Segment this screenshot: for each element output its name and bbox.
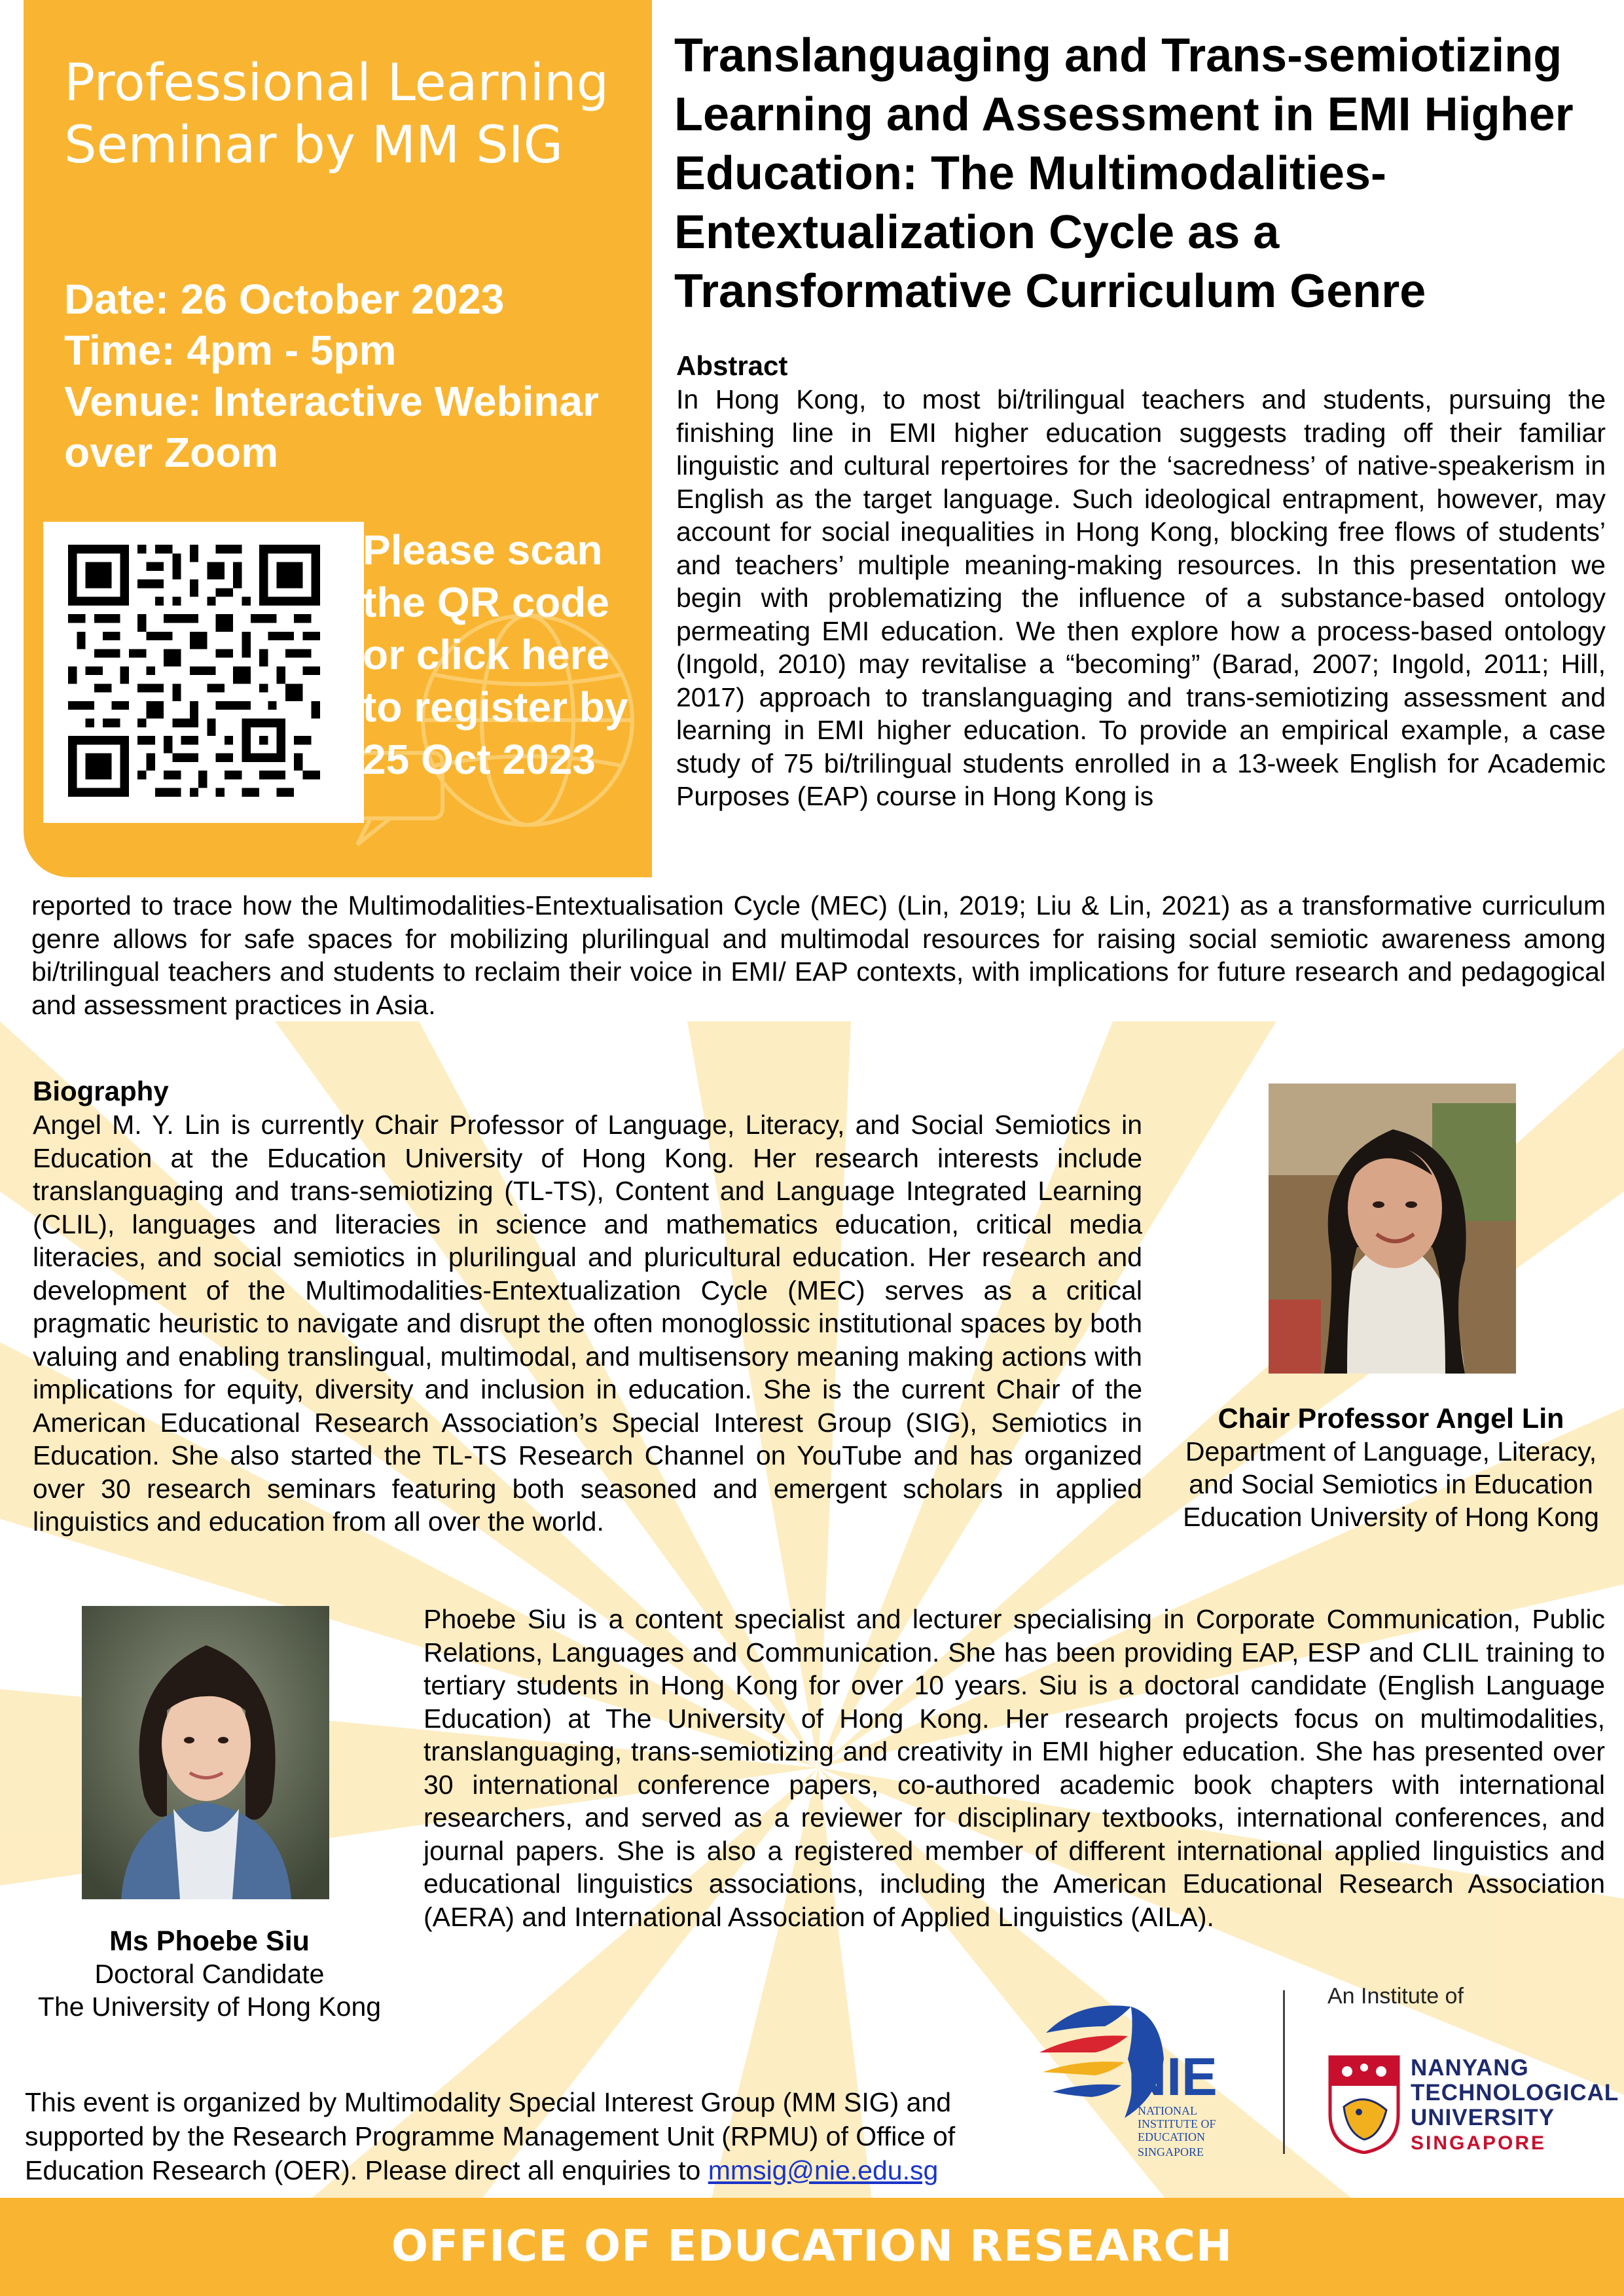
angel-lin-photo bbox=[1269, 1084, 1516, 1374]
abstract-text-part1: In Hong Kong, to most bi/trilingual teachers and students, pursuing the finishing line in EMI higher education suggests trading off their familiar linguistic and cultural repertoires for the ‘sacredness’ of native-speakerism in English as the target language. Such ideological entrapment, however, may account for social inequalities in Hong Kong, blocking free flows of students’ and teachers’ multiple meaning-making resources. In this presentation we begin with problematizing the influence of a substance-based ontology permeating EMI education. We then explore how a process-based ontology (Ingold, 2010) may revitalise a “becoming” (Barad, 2007; Ingold, 2011; Hill, 2017) approach to translanguaging and trans-semiotizing assessment and learning in EMI higher education. To provide an empirical example, a case study of 75 bi/trilingual students enrolled in a 13-week English for Academic Purposes (EAP) course in Hong Kong is bbox=[676, 384, 1606, 811]
nie-sub-4: SINGAPORE bbox=[1138, 2145, 1204, 2159]
biography-phoebe-siu: Phoebe Siu is a content specialist and lecturer specialising in Corporate Communication, Public Relations, Languages and Communication. She has been providing EAP, ESP and CLIL training to tertiary students in Hong Kong for over 10 years. Siu is a doctoral candidate (English Language Education) at The University of Hong Kong. Her research projects focus on multimodalities, translanguaging, trans-semiotizing and creativity in EMI higher education. She has presented over 30 international conference papers, co-authored academic book chapters with international researchers, and served as a reviewer for disciplinary textbooks, international conferences, and journal papers. She is also a registered member of different international applied linguistics and educational linguistics associations, including the American Educational Research Association (AERA) and International Association of Applied Linguistics (AILA). bbox=[424, 1604, 1605, 1932]
angel-lin-department: Department of Language, Literacy, bbox=[1185, 1436, 1597, 1467]
nie-sub-2: INSTITUTE OF bbox=[1138, 2117, 1216, 2130]
biography-angel-lin: Angel M. Y. Lin is currently Chair Professor of Language, Literacy, and Social Semiotics in Education at the Education University of Hong Kong. Her research interests include translanguaging and trans-semiotizing (TL-TS), Content and Language Integrated Learning (CLIL), languages and literacies in science and mathematics education, critical media literacies, and social semiotics in plurilingual and pluricultural education. Her research and development of the Multimodalities-Entextualization Cycle (MEC) serves as a critical pragmatic heuristic to navigate and disrupt the often monoglossic institutional spaces by both valuing and enabling translingual, multimodal, and multisensory meaning making actions with implications for equity, diversity and inclusion in education. She is the current Chair of the American Educational Research Association’s Special Interest Group (SIG), Semiotics in Education. She also started the TL-TS Research Channel on YouTube and has organized over 30 research seminars featuring both seasoned and emergent scholars in applied linguistics and education from all over the world. bbox=[33, 1110, 1142, 1537]
ntu-line-1: NANYANG bbox=[1411, 2055, 1529, 2081]
event-time: Time: 4pm - 5pm bbox=[64, 327, 397, 374]
organizer-note bbox=[25, 2085, 1007, 2187]
event-venue: Venue: Interactive Webinar over Zoom bbox=[64, 378, 599, 476]
footer-bar bbox=[0, 2198, 1624, 2296]
nie-sub-1: NATIONAL bbox=[1138, 2104, 1197, 2117]
ntu-line-4: SINGAPORE bbox=[1411, 2132, 1547, 2154]
phoebe-siu-title: Doctoral Candidate bbox=[94, 1959, 325, 1989]
event-info-card bbox=[24, 0, 652, 877]
phoebe-siu-name: Ms Phoebe Siu bbox=[109, 1925, 310, 1957]
seminar-title: Translanguaging and Trans-semiotizing Learning and Assessment in EMI Higher Education: The Multimodalities-Entextualization Cycle as a Transformative Curriculum Genre bbox=[674, 29, 1574, 318]
logo-divider bbox=[1283, 1990, 1285, 2154]
phoebe-siu-university: The University of Hong Kong bbox=[37, 1992, 382, 2022]
nie-logo bbox=[1039, 1987, 1249, 2170]
nie-sub-3: EDUCATION bbox=[1138, 2130, 1205, 2143]
ntu-line-3: UNIVERSITY bbox=[1411, 2105, 1555, 2130]
ntu-line-2: TECHNOLOGICAL bbox=[1411, 2080, 1619, 2105]
qr-code-icon bbox=[68, 545, 320, 797]
seminar-heading: Professional Learning Seminar by MM SIG bbox=[64, 54, 609, 175]
enquiry-email-link[interactable]: mmsig@nie.edu.sg bbox=[708, 2155, 939, 2185]
abstract-heading: Abstract bbox=[676, 350, 788, 381]
nie-wordmark: NIE bbox=[1128, 2047, 1218, 2107]
register-link[interactable]: Please scan the QR code or click here to register by 25 Oct 2023 bbox=[363, 526, 628, 783]
ntu-crest-icon bbox=[1327, 2054, 1401, 2154]
angel-lin-caption bbox=[1165, 1402, 1617, 1533]
ntu-wordmark bbox=[1411, 2056, 1619, 2157]
event-date: Date: 26 October 2023 bbox=[64, 276, 505, 323]
phoebe-siu-photo bbox=[82, 1606, 329, 1899]
organizer-note-text: This event is organized by Multimodality Special Interest Group (MM SIG) and supported by the Research Programme Management Unit (RPMU) of Office of Education Research (OER). Please direct all enquiries to bbox=[25, 2087, 956, 2185]
institute-label: An Institute of bbox=[1327, 1984, 1464, 2009]
angel-lin-university: Education University of Hong Kong bbox=[1183, 1502, 1599, 1532]
biography-heading: Biography bbox=[33, 1076, 169, 1106]
angel-lin-name: Chair Professor Angel Lin bbox=[1218, 1403, 1564, 1434]
registration-qr-code[interactable] bbox=[43, 522, 364, 823]
angel-lin-department-2: and Social Semiotics in Education bbox=[1189, 1469, 1593, 1499]
phoebe-siu-caption bbox=[13, 1925, 406, 2023]
footer-bar-title: OFFICE OF EDUCATION RESEARCH bbox=[391, 2221, 1233, 2271]
abstract-text-part2: reported to trace how the Multimodalities-Entextualisation Cycle (MEC) (Lin, 2019; Liu & Lin, 2021) as a transformative curriculum genre allows for safe spaces for mobilizing plurilingual and multimodal resources for raising social semiotic awareness among bi/trilingual teachers and students to reclaim their voice in EMI/ EAP contexts, with implications for future research and pedagogical and assessment practices in Asia. bbox=[31, 890, 1606, 1020]
